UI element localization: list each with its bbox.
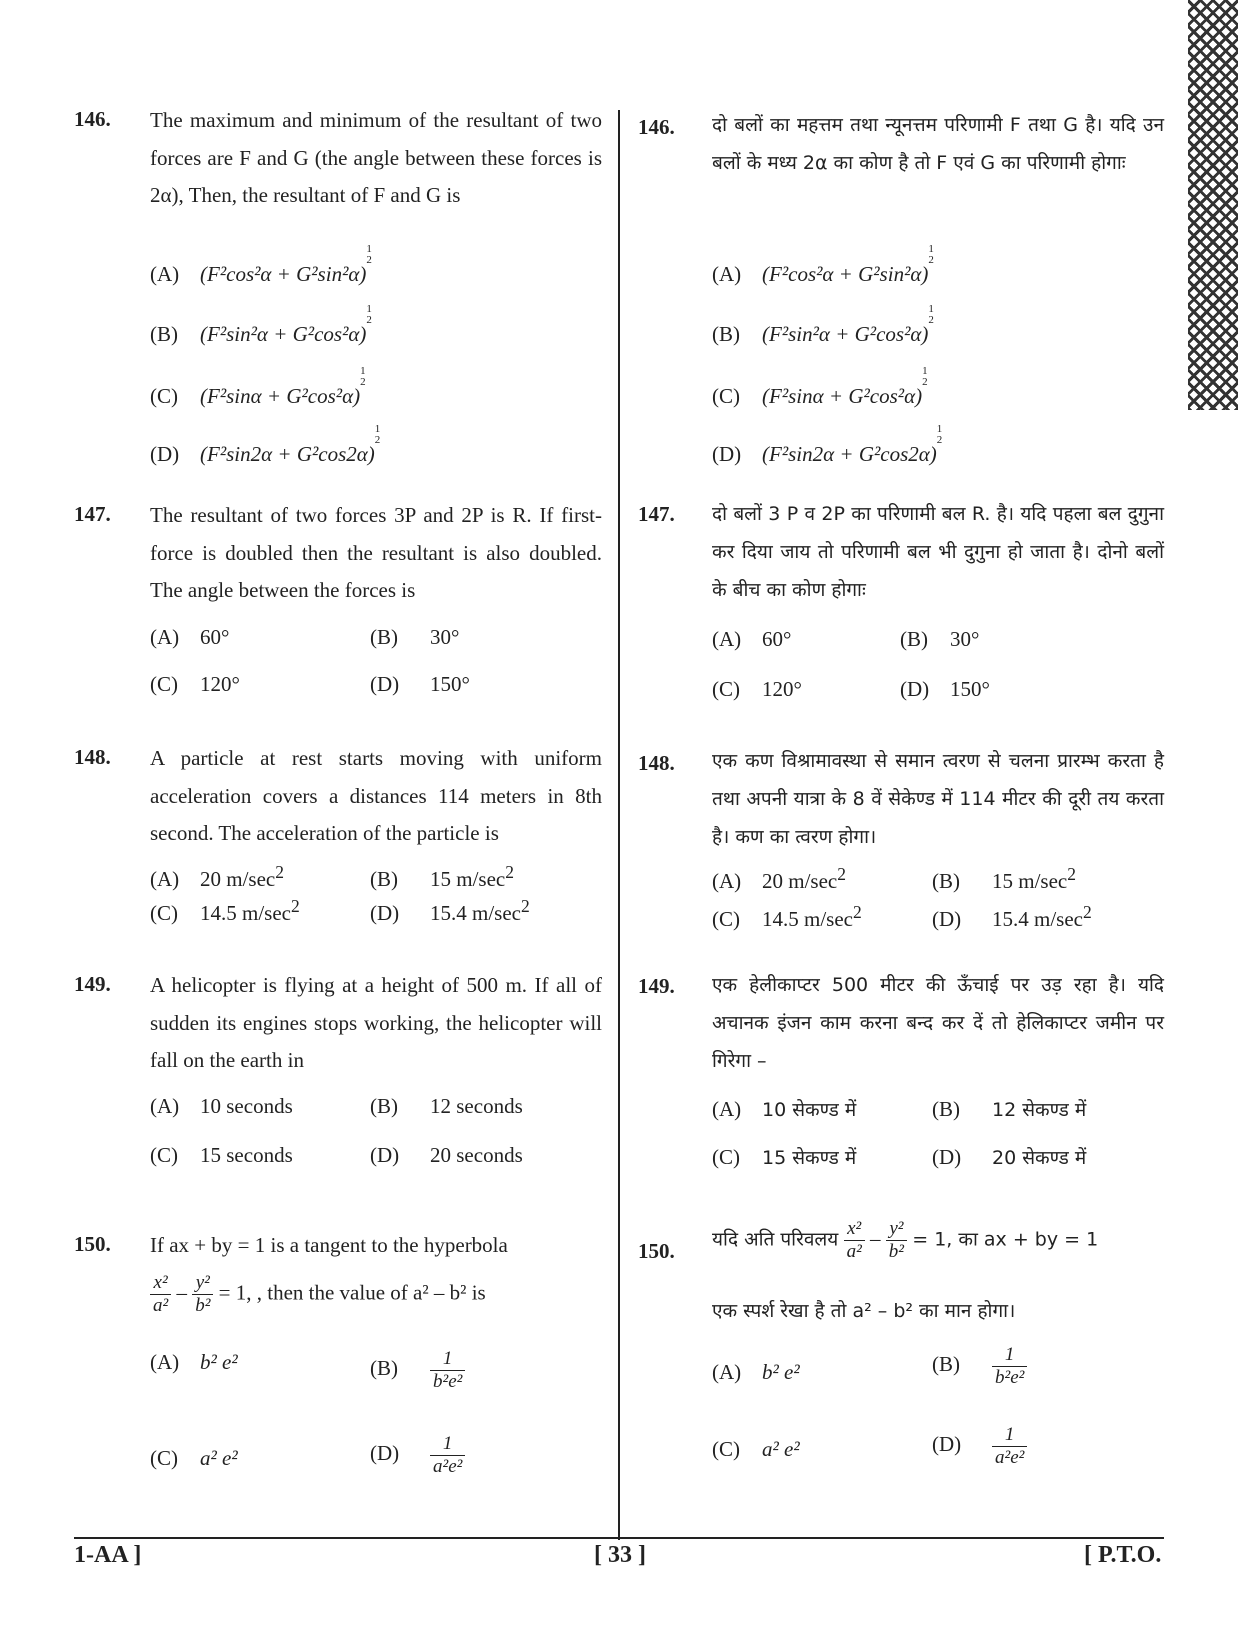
q147-option-a-en[interactable]: (A) 60°	[150, 625, 230, 649]
q150-number-hi: 150.	[638, 1239, 675, 1263]
q149-option-a-en[interactable]: (A) 10 seconds	[150, 1094, 293, 1118]
footer-rule	[74, 1537, 1164, 1539]
q148-option-b-en[interactable]: (B) 15 $m/\sec^2$	[370, 862, 514, 891]
q147-text-hi: दो बलों 3 P व 2P का परिणामी बल R. है। यदि पहला बल दुगुना कर दिया जाय तो परिणामी बल भी दुगुना हो जाता है। दोनो बलों के बीच का कोण होगाः	[712, 503, 1164, 601]
q147-option-d-en[interactable]: (D) 150°	[370, 672, 470, 696]
q147-number-hi: 147.	[638, 502, 675, 526]
q150-text-hi-1: यदि अति परिवलय	[712, 1228, 839, 1251]
q149-text-hi: एक हेलीकाप्टर 500 मीटर की ऊँचाई पर उड़ रहा है। यदि अचानक इंजन काम करना बन्द कर दें तो हेलिकाप्टर जमीन पर गिरेगा –	[712, 974, 1164, 1072]
q149-option-b-en[interactable]: (B) 12 seconds	[370, 1094, 523, 1118]
q148-option-a-hi[interactable]: (A) 20 $m/\sec^2$	[712, 864, 846, 893]
q150-option-c-en[interactable]: (C) a² e²	[150, 1446, 238, 1470]
q148-text-hi: एक कण विश्रामावस्था से समान त्वरण से चलना प्रारम्भ करता है तथा अपनी यात्रा के 8 वें सेकेण्ड में 114 मीटर की दूरी तय करता है। कण का त्वरण होगा।	[712, 750, 1164, 848]
q150-option-d-en[interactable]: (D) $\frac{1}{\text{a²e²}}$	[370, 1433, 465, 1478]
q148-option-c-hi[interactable]: (C) 14.5 $m/\sec^2$	[712, 902, 862, 931]
q146-option-a-en[interactable]: (A) (F²cos²α + G²sin²α) $^{1 2}$	[150, 243, 372, 286]
q150-option-a-hi[interactable]: (A) b² e²	[712, 1360, 800, 1384]
q146-option-c-en[interactable]: (C) (F²sinα + G²cos²α) $^{1 2}$	[150, 365, 366, 408]
column-divider	[618, 110, 620, 1540]
q148-text-en: A particle at rest starts moving with uniform acceleration covers a distances 114 meters in 8th second. The acceleration of the particle is	[150, 746, 602, 845]
q146-option-d-en[interactable]: (D) (F²sin2α + G²cos2α) $^{1 2}$	[150, 423, 381, 466]
q146-text-hi: दो बलों का महत्तम तथा न्यूनत्तम परिणामी F तथा G है। यदि उन बलों के मध्य 2α का कोण है तो F एवं G का परिणामी होगाः	[712, 114, 1164, 174]
q147-number-en: 147.	[74, 502, 111, 526]
q149-option-a-hi[interactable]: (A) 10 सेकण्ड में	[712, 1097, 857, 1121]
q149-number-en: 149.	[74, 972, 111, 996]
q149-option-b-hi[interactable]: (B) 12 सेकण्ड में	[932, 1097, 1087, 1121]
q148-option-a-en[interactable]: (A) 20 $m/\sec^2$	[150, 862, 284, 891]
q150-hyperbola-en: $\frac{\text{x²}}{\text{a²}}$ – $\frac{\text{y²}}{\text{b²}}$ = 1, , then the value of a² – b² is	[150, 1272, 486, 1317]
q150-option-d-hi[interactable]: (D) $\frac{1}{\text{a²e²}}$	[932, 1424, 1027, 1469]
q148-number-en: 148.	[74, 745, 111, 769]
q147-option-b-en[interactable]: (B) 30°	[370, 625, 460, 649]
q148-option-c-en[interactable]: (C) 14.5 $m/\sec^2$	[150, 896, 300, 925]
q147-text-en: The resultant of two forces 3P and 2P is R. If first- force is doubled then the resultant is also doubled. The angle between the forces is	[150, 503, 602, 602]
q150-option-a-en[interactable]: (A) b² e²	[150, 1350, 238, 1374]
hyperbola-y-term: $\frac{\text{y²}}{\text{b²}}$	[192, 1272, 213, 1317]
q149-text-en: A helicopter is flying at a height of 500 m. If all of sudden its engines stops working, the helicopter will fall on the earth in	[150, 973, 602, 1072]
q146-option-b-en[interactable]: (B) (F²sin²α + G²cos²α) $^{1 2}$	[150, 303, 372, 346]
q148-number-hi: 148.	[638, 751, 675, 775]
q150-hyperbola-hi: यदि अति परिवलय $\frac{\text{x²}}{\text{a²}}$ – $\frac{\text{y²}}{\text{b²}}$ = 1, का ax + by = 1	[712, 1218, 1099, 1262]
q150-option-b-hi[interactable]: (B) $\frac{1}{\text{b²e²}}$	[932, 1344, 1027, 1389]
q149-option-c-hi[interactable]: (C) 15 सेकण्ड में	[712, 1145, 857, 1169]
q150-number-en: 150.	[74, 1232, 111, 1256]
q148-option-d-hi[interactable]: (D) 15.4 $m/\sec^2$	[932, 902, 1092, 931]
page-number: [ 33 ]	[594, 1542, 646, 1568]
q149-number-hi: 149.	[638, 974, 675, 998]
pto-label: [ P.T.O.	[1084, 1542, 1162, 1568]
hyperbola-x-term: $\frac{\text{x²}}{\text{a²}}$	[150, 1272, 171, 1317]
q146-option-c-hi[interactable]: (C) (F²sinα + G²cos²α) $^{1 2}$	[712, 365, 928, 408]
q147-option-c-en[interactable]: (C) 120°	[150, 672, 240, 696]
q147-option-d-hi[interactable]: (D) 150°	[900, 677, 990, 701]
q150-text-hi-2: = 1, का ax + by = 1	[912, 1228, 1099, 1251]
q149-option-d-en[interactable]: (D) 20 seconds	[370, 1143, 523, 1167]
q146-number-en: 146.	[74, 107, 111, 131]
q150-text-hi-3: एक स्पर्श रेखा है तो a² – b² का मान होगा।	[712, 1300, 1016, 1322]
q150-text-en-1: If ax + by = 1 is a tangent to the hyperbola	[150, 1233, 508, 1257]
q147-option-c-hi[interactable]: (C) 120°	[712, 677, 802, 701]
q149-option-d-hi[interactable]: (D) 20 सेकण्ड में	[932, 1145, 1087, 1169]
q147-option-b-hi[interactable]: (B) 30°	[900, 627, 980, 651]
q149-option-c-en[interactable]: (C) 15 seconds	[150, 1143, 293, 1167]
q147-option-a-hi[interactable]: (A) 60°	[712, 627, 792, 651]
q150-text-en-2: = 1, , then the value of a² – b² is	[218, 1280, 486, 1305]
q146-number-hi: 146.	[638, 115, 675, 139]
footer-code: 1-AA ]	[74, 1542, 142, 1568]
q150-option-b-en[interactable]: (B) $\frac{1}{\text{b²e²}}$	[370, 1348, 465, 1393]
q146-option-a-hi[interactable]: (A) (F²cos²α + G²sin²α) $^{1 2}$	[712, 243, 934, 286]
decorative-pattern-strip	[1188, 0, 1238, 410]
q148-option-d-en[interactable]: (D) 15.4 $m/\sec^2$	[370, 896, 530, 925]
q146-option-d-hi[interactable]: (D) (F²sin2α + G²cos2α) $^{1 2}$	[712, 423, 943, 466]
q146-text-en: The maximum and minimum of the resultant of two forces are F and G (the angle between these forces is 2α), Then, the resultant of F and G is	[150, 108, 602, 207]
q146-option-b-hi[interactable]: (B) (F²sin²α + G²cos²α) $^{1 2}$	[712, 303, 934, 346]
q148-option-b-hi[interactable]: (B) 15 $m/\sec^2$	[932, 864, 1076, 893]
q150-option-c-hi[interactable]: (C) a² e²	[712, 1437, 800, 1461]
